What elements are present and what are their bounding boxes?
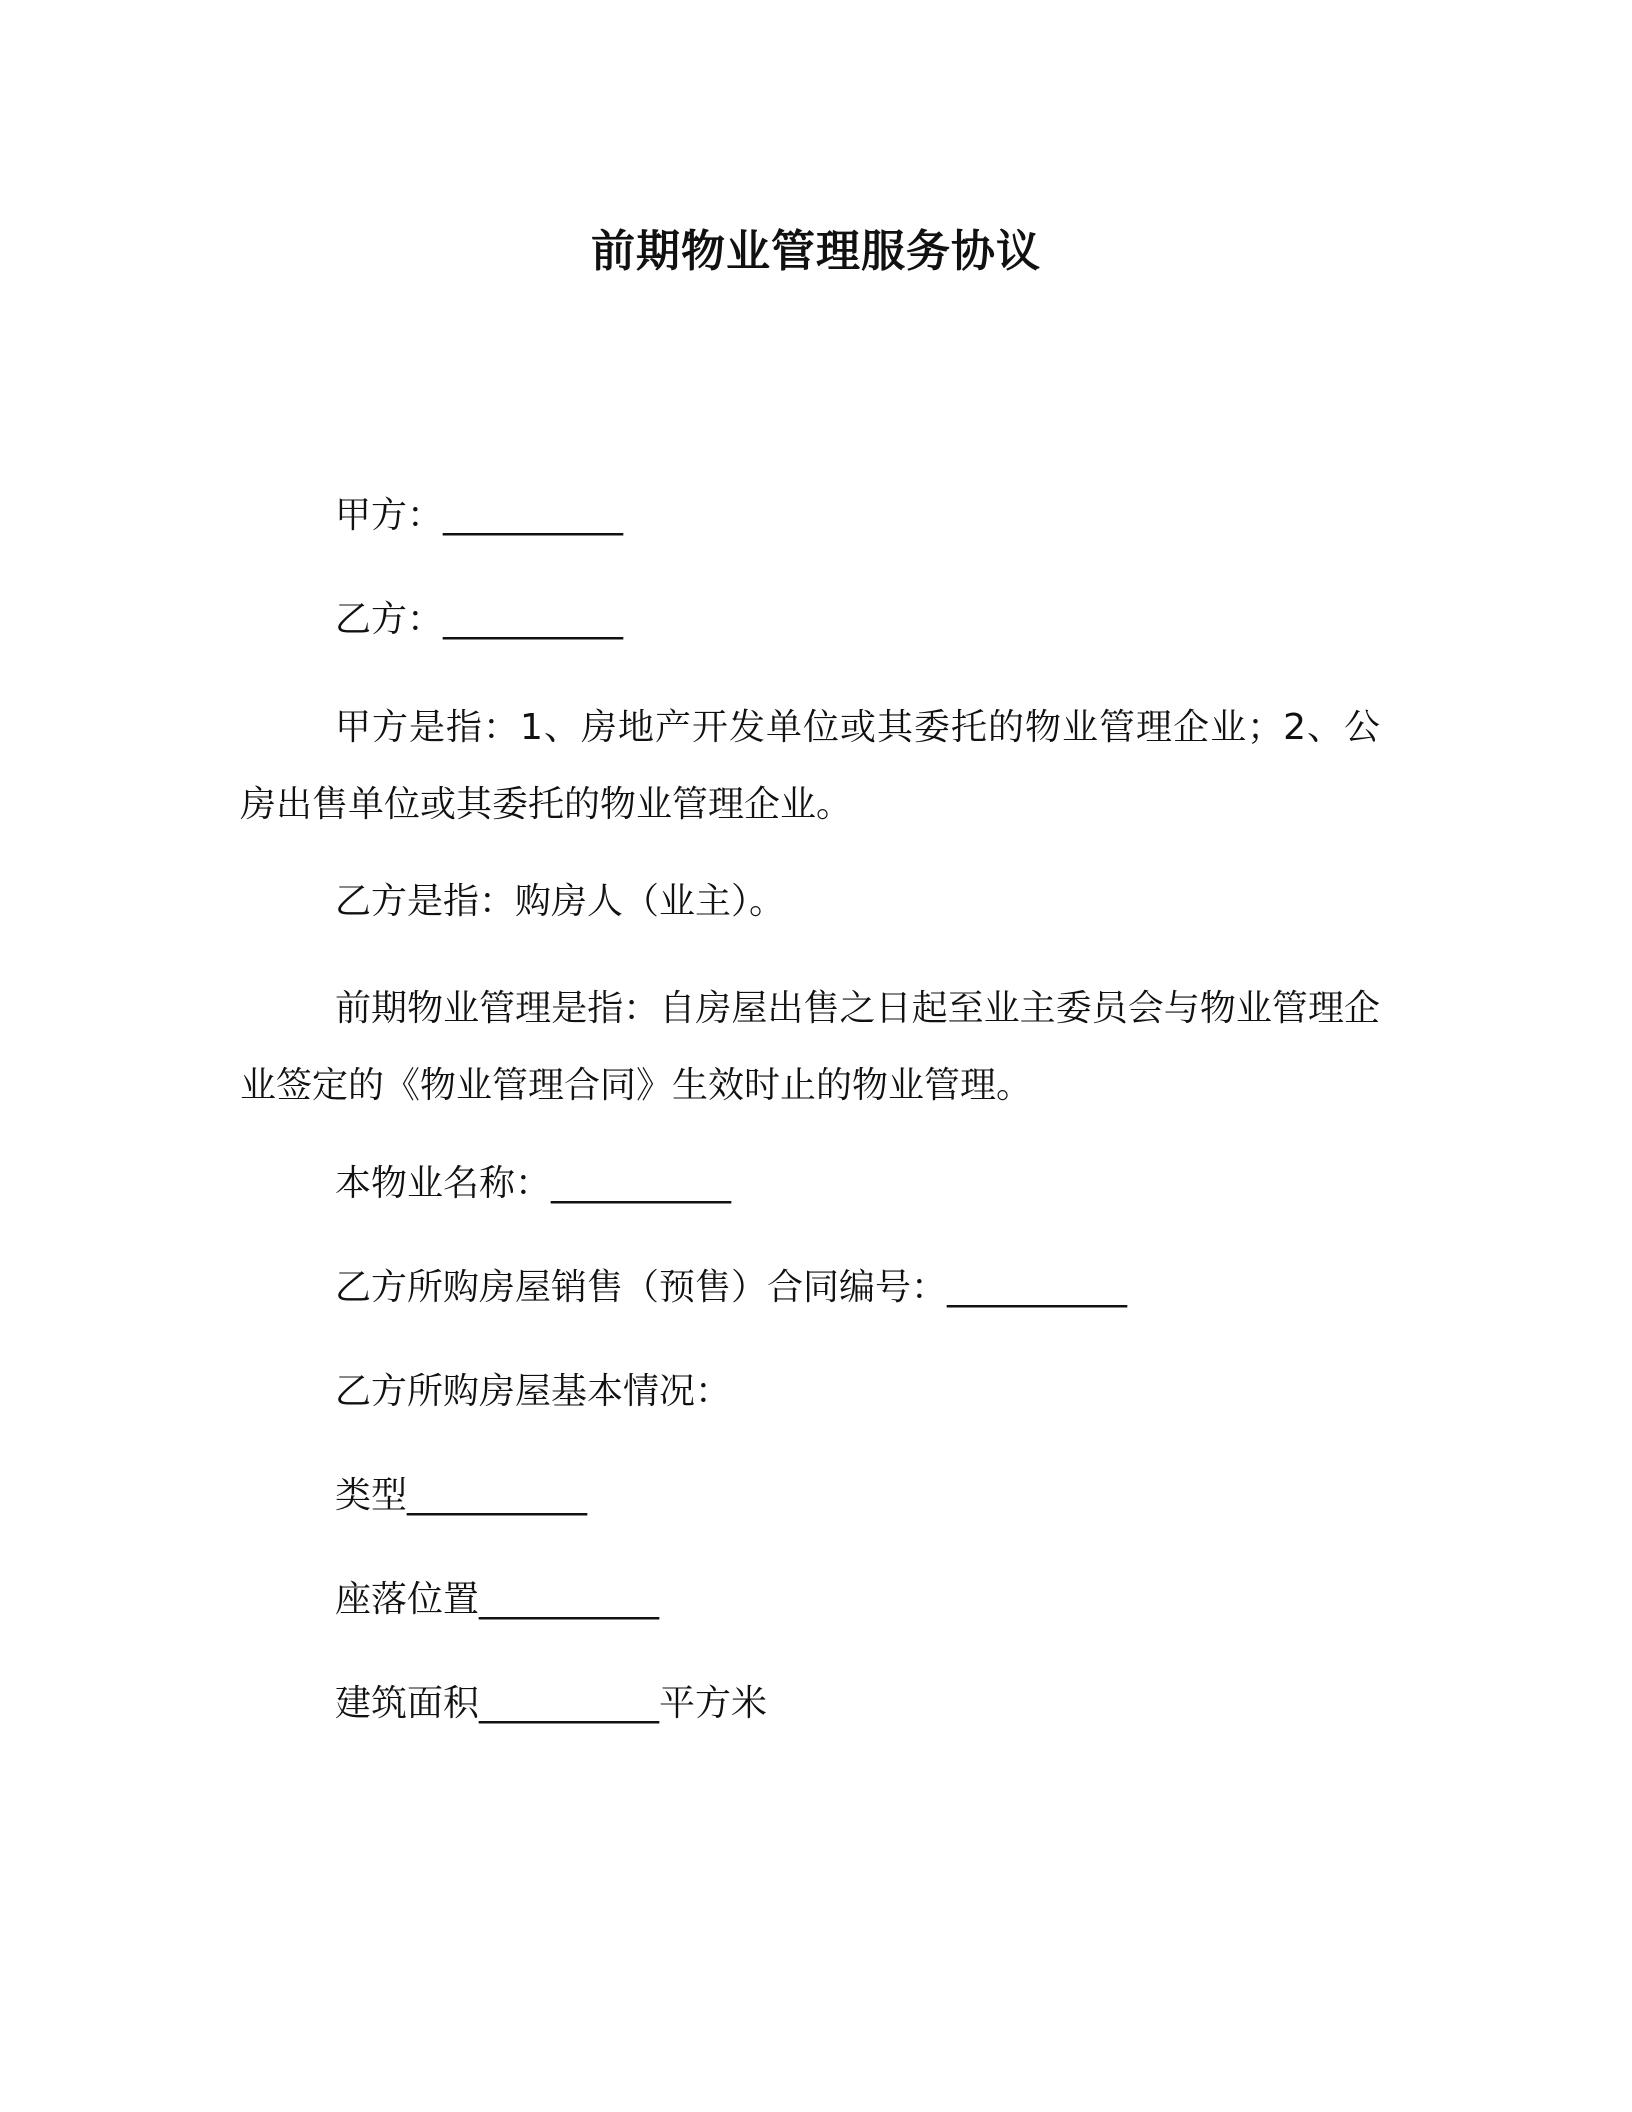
- party-a-line: 甲方：__________: [335, 495, 624, 536]
- party-a-definition: 甲方是指：1、房地产开发单位或其委托的物业管理企业；2、公房出售单位或其委托的物业管理企业。: [240, 707, 1380, 825]
- party-b-definition: 乙方是指：购房人（业主）。: [335, 881, 786, 922]
- house-basic-info-heading: 乙方所购房屋基本情况：: [335, 1371, 732, 1412]
- floor-area-line: 建筑面积__________平方米: [335, 1683, 768, 1724]
- party-b-line: 乙方：__________: [335, 599, 624, 640]
- contract-number-line: 乙方所购房屋销售（预售）合同编号：__________: [335, 1267, 1128, 1308]
- property-name-line: 本物业名称：__________: [335, 1163, 732, 1204]
- early-management-definition: 前期物业管理是指：自房屋出售之日起至业主委员会与物业管理企业签定的《物业管理合同》生效时止的物业管理。: [240, 988, 1380, 1106]
- document-title: 前期物业管理服务协议: [591, 226, 1041, 277]
- house-type-line: 类型__________: [335, 1475, 588, 1516]
- house-location-line: 座落位置__________: [335, 1579, 660, 1620]
